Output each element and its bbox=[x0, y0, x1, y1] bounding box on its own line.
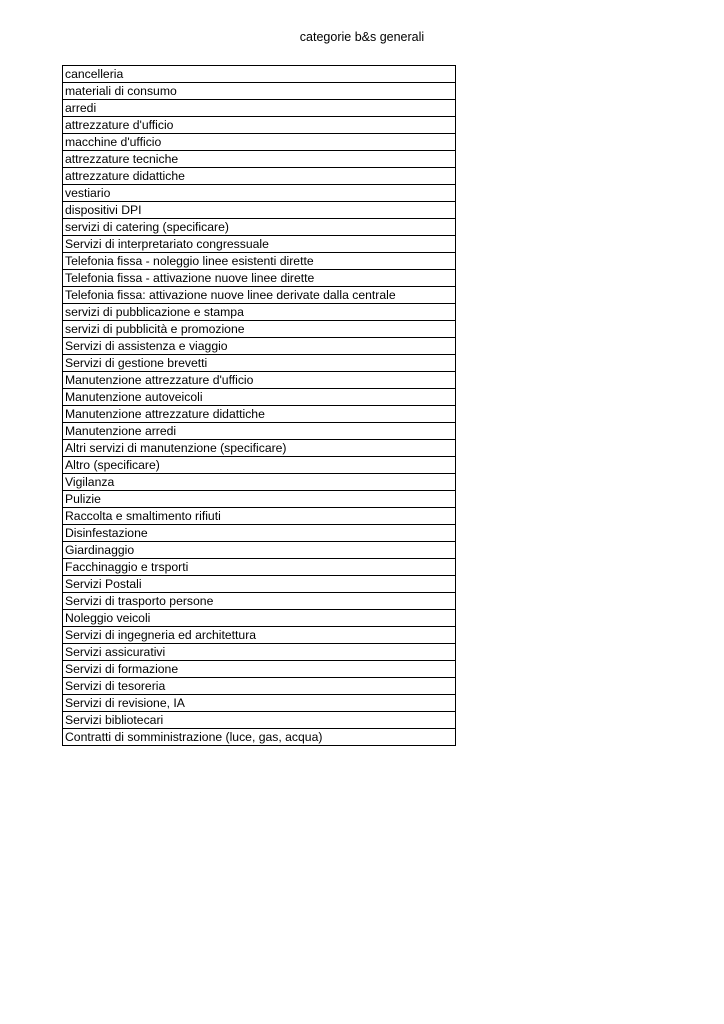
table-row bbox=[63, 389, 456, 406]
category-cell: arredi bbox=[63, 100, 456, 117]
table-row bbox=[63, 168, 456, 185]
table-row bbox=[63, 576, 456, 593]
table-row bbox=[63, 474, 456, 491]
page-title-text: categorie b&s generali bbox=[299, 30, 425, 44]
table-row bbox=[63, 712, 456, 729]
table-row bbox=[63, 372, 456, 389]
category-cell: Noleggio veicoli bbox=[63, 610, 456, 627]
category-cell: Pulizie bbox=[63, 491, 456, 508]
table-row bbox=[63, 695, 456, 712]
category-cell: Altri servizi di manutenzione (specificare) bbox=[63, 440, 456, 457]
table-row bbox=[63, 457, 456, 474]
table-row bbox=[63, 559, 456, 576]
table-row bbox=[63, 66, 456, 83]
table-row bbox=[63, 287, 456, 304]
category-cell: Altro (specificare) bbox=[63, 457, 456, 474]
category-cell: Servizi di gestione brevetti bbox=[63, 355, 456, 372]
table-row bbox=[63, 151, 456, 168]
category-cell: Telefonia fissa - attivazione nuove linee dirette bbox=[63, 270, 456, 287]
category-cell: Raccolta e smaltimento rifiuti bbox=[63, 508, 456, 525]
table-row bbox=[63, 406, 456, 423]
category-cell: attrezzature didattiche bbox=[63, 168, 456, 185]
category-cell: Telefonia fissa - noleggio linee esistenti dirette bbox=[63, 253, 456, 270]
table-row bbox=[63, 185, 456, 202]
category-cell: Servizi di assistenza e viaggio bbox=[63, 338, 456, 355]
category-cell: materiali di consumo bbox=[63, 83, 456, 100]
table-row bbox=[63, 355, 456, 372]
table-row bbox=[63, 542, 456, 559]
table-row bbox=[63, 627, 456, 644]
categories-table-body bbox=[63, 66, 456, 746]
table-row bbox=[63, 525, 456, 542]
category-cell: servizi di pubblicità e promozione bbox=[63, 321, 456, 338]
category-cell: Manutenzione attrezzature d'ufficio bbox=[63, 372, 456, 389]
category-cell: Servizi di formazione bbox=[63, 661, 456, 678]
category-cell: dispositivi DPI bbox=[63, 202, 456, 219]
table-row bbox=[63, 83, 456, 100]
table-row bbox=[63, 338, 456, 355]
category-cell: Servizi Postali bbox=[63, 576, 456, 593]
category-cell: Servizi di ingegneria ed architettura bbox=[63, 627, 456, 644]
category-cell: Servizi di interpretariato congressuale bbox=[63, 236, 456, 253]
category-cell: Manutenzione arredi bbox=[63, 423, 456, 440]
categories-table bbox=[62, 65, 456, 746]
table-row bbox=[63, 423, 456, 440]
category-cell: cancelleria bbox=[63, 66, 456, 83]
category-cell: Manutenzione autoveicoli bbox=[63, 389, 456, 406]
category-cell: Servizi di trasporto persone bbox=[63, 593, 456, 610]
category-cell: Contratti di somministrazione (luce, gas, acqua) bbox=[63, 729, 456, 746]
category-cell: macchine d'ufficio bbox=[63, 134, 456, 151]
table-row bbox=[63, 253, 456, 270]
category-cell: Facchinaggio e trsporti bbox=[63, 559, 456, 576]
table-row bbox=[63, 304, 456, 321]
table-row bbox=[63, 117, 456, 134]
table-row bbox=[63, 321, 456, 338]
category-cell: attrezzature d'ufficio bbox=[63, 117, 456, 134]
table-row bbox=[63, 491, 456, 508]
category-cell: Servizi di tesoreria bbox=[63, 678, 456, 695]
table-row bbox=[63, 219, 456, 236]
table-row bbox=[63, 100, 456, 117]
category-cell: Servizi di revisione, IA bbox=[63, 695, 456, 712]
category-cell: Giardinaggio bbox=[63, 542, 456, 559]
category-cell: Disinfestazione bbox=[63, 525, 456, 542]
category-cell: attrezzature tecniche bbox=[63, 151, 456, 168]
table-row bbox=[63, 661, 456, 678]
table-row bbox=[63, 270, 456, 287]
category-cell: servizi di pubblicazione e stampa bbox=[63, 304, 456, 321]
category-cell: Vigilanza bbox=[63, 474, 456, 491]
category-cell: Telefonia fissa: attivazione nuove linee derivate dalla centrale bbox=[63, 287, 456, 304]
table-row bbox=[63, 678, 456, 695]
category-cell: Servizi assicurativi bbox=[63, 644, 456, 661]
category-cell: Servizi bibliotecari bbox=[63, 712, 456, 729]
table-row bbox=[63, 729, 456, 746]
category-cell: servizi di catering (specificare) bbox=[63, 219, 456, 236]
table-row bbox=[63, 236, 456, 253]
table-row bbox=[63, 508, 456, 525]
table-row bbox=[63, 644, 456, 661]
category-cell: vestiario bbox=[63, 185, 456, 202]
table-row bbox=[63, 134, 456, 151]
table-row bbox=[63, 610, 456, 627]
page-title bbox=[0, 29, 724, 45]
table-row bbox=[63, 593, 456, 610]
category-cell: Manutenzione attrezzature didattiche bbox=[63, 406, 456, 423]
table-row bbox=[63, 202, 456, 219]
table-row bbox=[63, 440, 456, 457]
